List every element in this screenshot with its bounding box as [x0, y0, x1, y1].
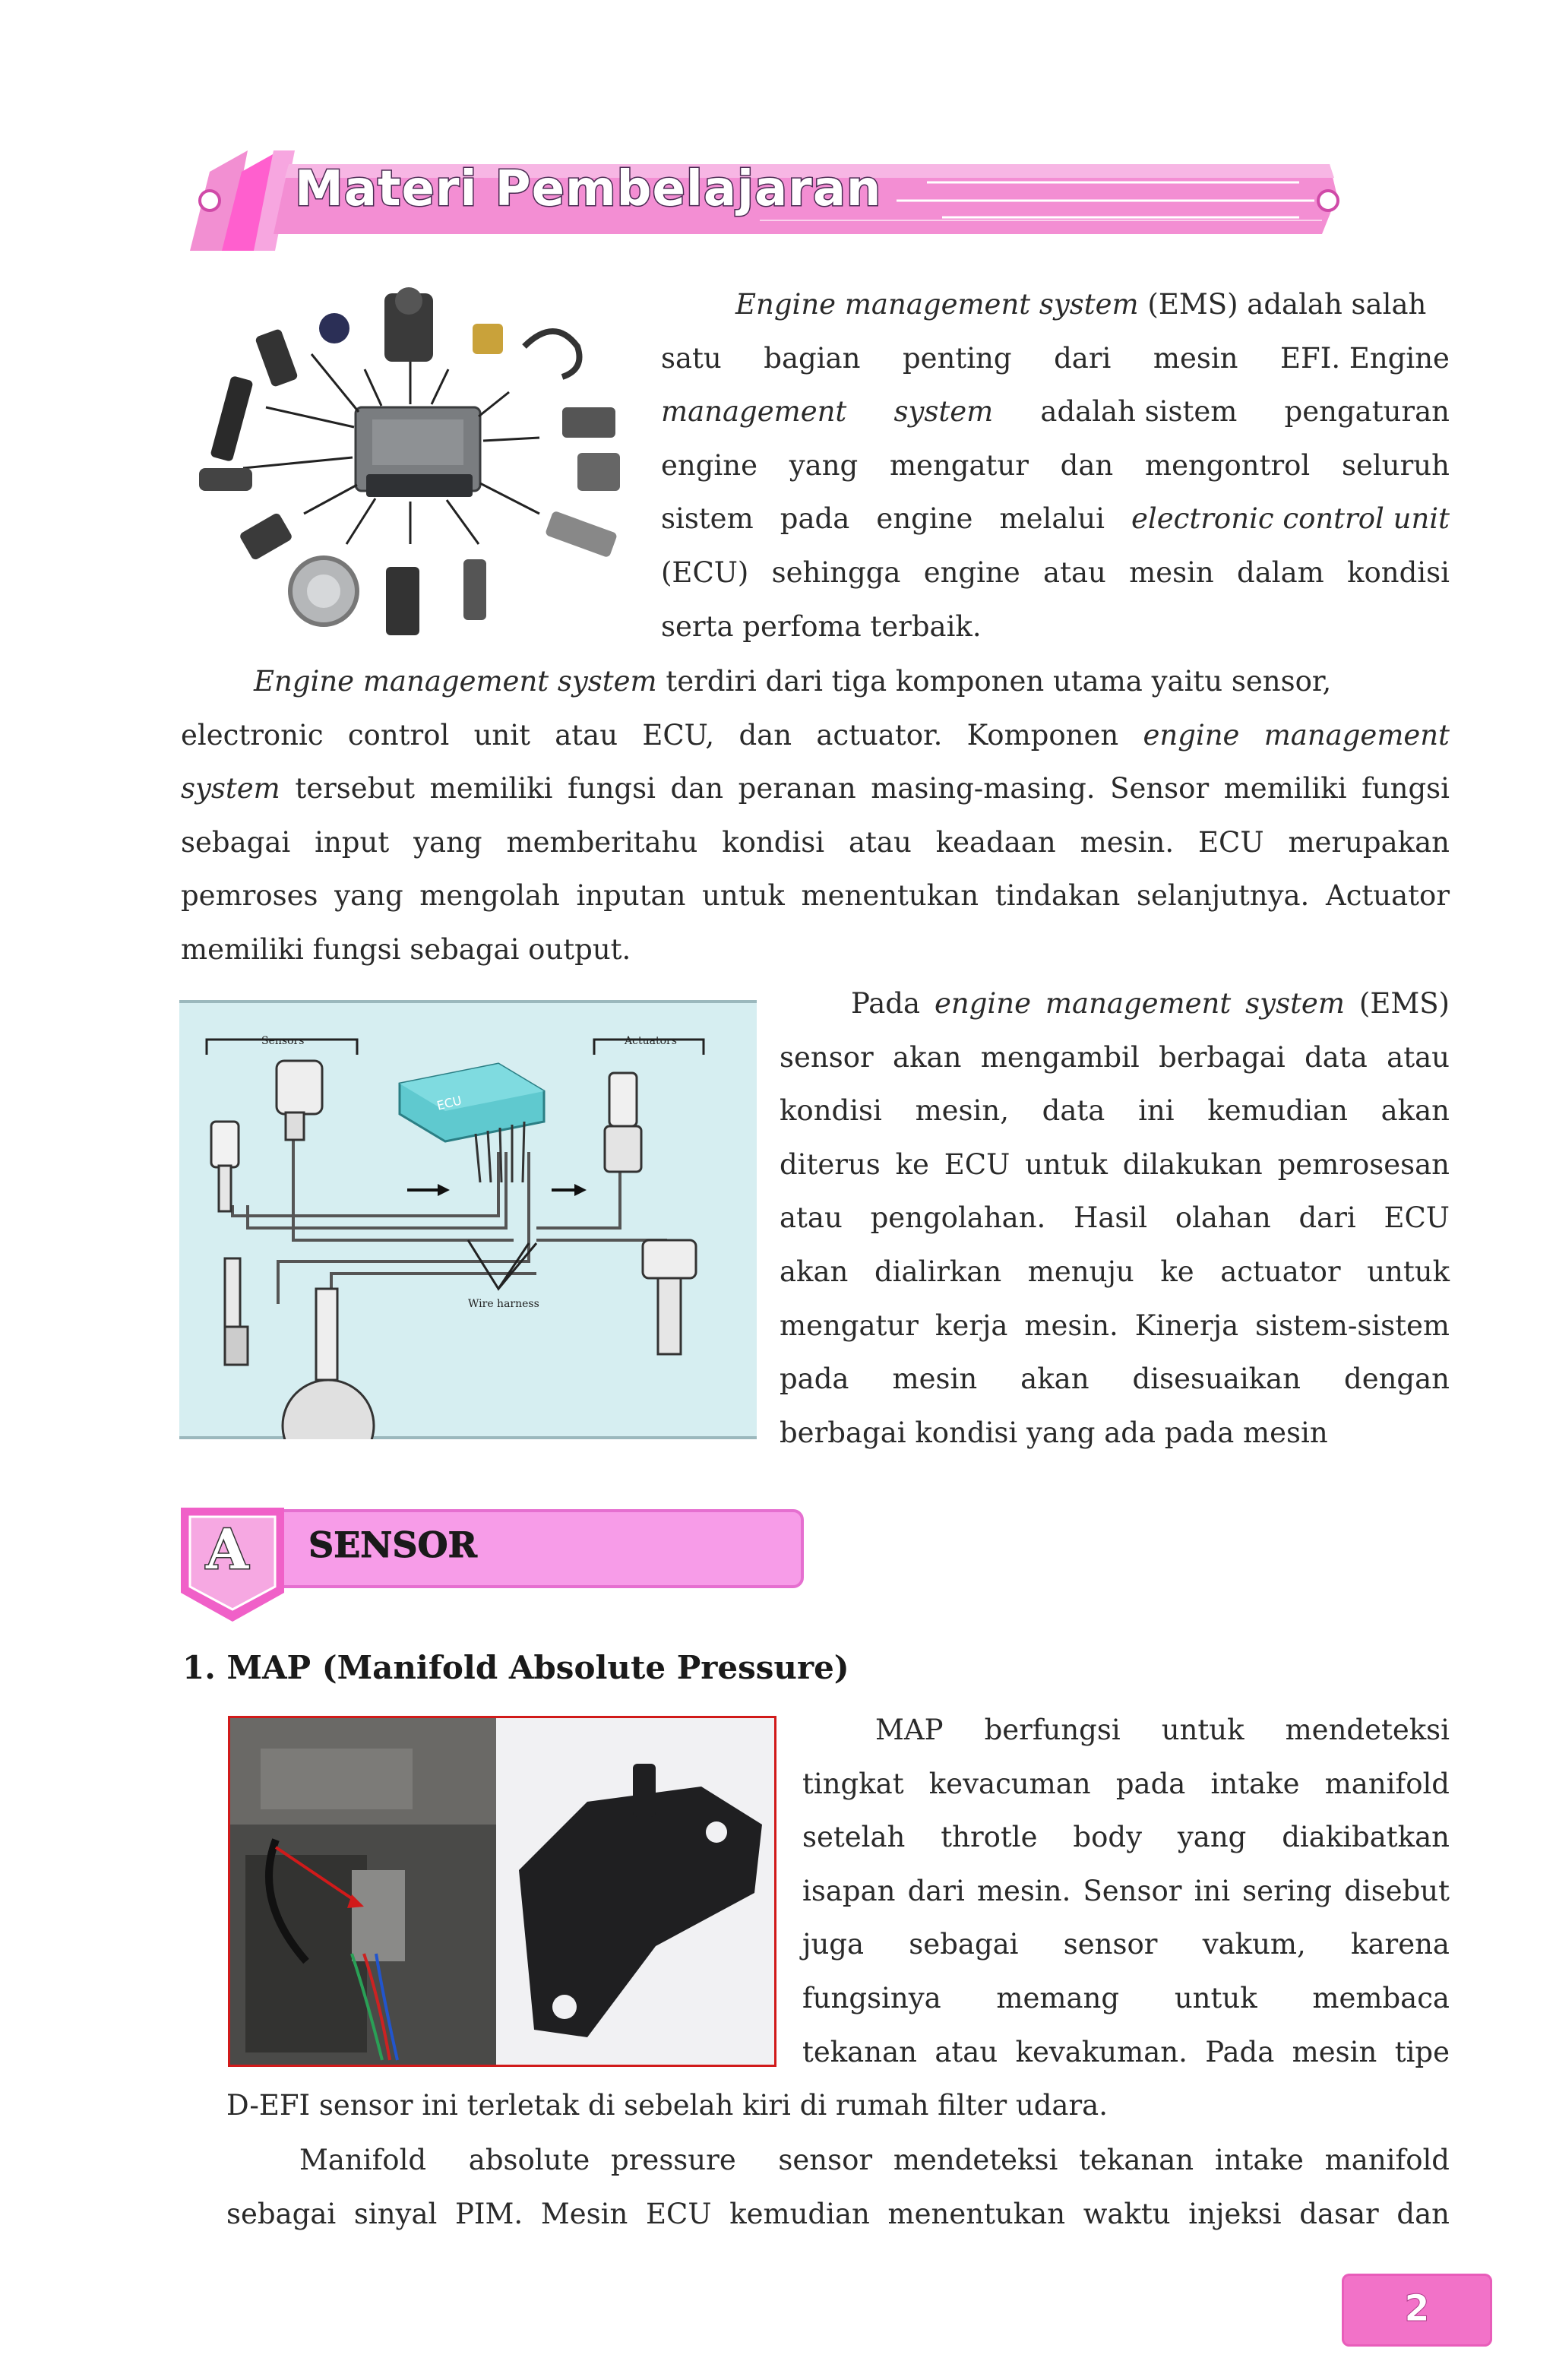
map-sensor-image [228, 1716, 776, 2067]
text-span: EFI. Engine [1280, 341, 1450, 375]
map-paragraph-1-end [226, 2079, 1450, 2133]
diagram-label-actuators: Actuators [625, 1035, 677, 1047]
text-span: mesin [1153, 341, 1238, 375]
text-span: penting [902, 341, 1012, 375]
text-line: pada mesin akan disesuaikan dengan [780, 1362, 1450, 1396]
text-line: setelah throtle body yang diakibatkan [802, 1821, 1450, 1854]
text-line: juga sebagai sensor vakum, karena [802, 1928, 1450, 1961]
text-span: sistem [661, 502, 754, 536]
text-span: dalam [1237, 555, 1324, 589]
text-span: adalah sistem [1040, 395, 1238, 429]
text-line: pemroses yang mengolah inputan untuk menentukan tindakan selanjutnya. Actuator [181, 879, 1450, 913]
text-span: Pada [851, 987, 935, 1020]
page-title: Materi Pembelajaran [295, 161, 882, 217]
text-line: MAP berfungsi untuk mendeteksi [875, 1714, 1450, 1746]
text-span: terdiri dari tiga komponen utama yaitu sensor, [656, 665, 1332, 698]
map-paragraph-2 [226, 2134, 1450, 2241]
text-line: berbagai kondisi yang ada pada mesin [780, 1416, 1328, 1449]
text-line: mengatur kerja mesin. Kinerja sistem-sistem [780, 1309, 1450, 1342]
text-span: pada [780, 502, 850, 536]
text-span: (ECU) [661, 555, 749, 589]
text-span: (EMS) [1344, 987, 1450, 1020]
ems-diagram [179, 1000, 757, 1439]
text-line: sebagai input yang memberitahu kondisi atau keadaan mesin. ECU merupakan [181, 825, 1450, 859]
section-banner [182, 144, 1352, 258]
page-number-badge [1342, 2274, 1492, 2347]
intro-paragraph-2 [181, 655, 1450, 977]
text-span: engine management system [935, 987, 1345, 1020]
text-span: engine management [1143, 718, 1450, 752]
text-span: (EMS) adalah salah [1138, 288, 1427, 321]
diagram-label-ecu: ECU [435, 1093, 463, 1113]
text-span: kondisi [1347, 555, 1450, 589]
text-span: mengontrol [1145, 448, 1311, 482]
text-line: sensor akan mengambil berbagai data atau [780, 1040, 1450, 1074]
text-span: bagian [764, 341, 861, 375]
text-span: electronic control unit atau ECU, dan actuator. Komponen [181, 718, 1143, 752]
text-line: Manifold absolute pressure sensor mendeteksi tekanan intake manifold [299, 2144, 1450, 2176]
text-line: kondisi mesin, data ini kemudian akan [780, 1094, 1450, 1128]
text-line: D-EFI sensor ini terletak di sebelah kiri di rumah filter udara. [226, 2089, 1108, 2122]
text-line: sebagai sinyal PIM. Mesin ECU kemudian menentukan waktu injeksi dasar dan [226, 2197, 1450, 2230]
text-line: isapan dari mesin. Sensor ini sering disebut [802, 1874, 1450, 1907]
text-span: management [661, 395, 847, 429]
text-line: fungsinya memang untuk membaca [802, 1981, 1450, 2014]
text-line: memiliki fungsi sebagai output. [181, 932, 631, 966]
text-span: melalui [999, 502, 1105, 536]
section-header-sensor [178, 1508, 808, 1629]
text-span: Engine management system [735, 288, 1139, 321]
text-span: system [893, 395, 994, 429]
text-span: electronic control unit [1131, 502, 1450, 536]
section-letter: A [206, 1517, 248, 1581]
text-line: tekanan atau kevakuman. Pada mesin tipe [802, 2035, 1450, 2068]
text-span: engine [661, 448, 757, 482]
text-span: mesin [1129, 555, 1214, 589]
text-span: atau [1043, 555, 1106, 589]
text-span: serta perfoma terbaik. [661, 609, 982, 643]
text-span: dan [1060, 448, 1114, 482]
text-span: sehingga [771, 555, 901, 589]
section-title: SENSOR [308, 1524, 477, 1565]
text-span: seluruh [1342, 448, 1450, 482]
ems-components-image [190, 278, 638, 643]
text-span: Engine management system [254, 665, 657, 698]
text-span: yang [789, 448, 859, 482]
intro-paragraph-3 [780, 977, 1450, 1460]
text-span: tersebut memiliki fungsi dan peranan masing-masing. Sensor memiliki fungsi [280, 772, 1450, 805]
subsection-heading: 1. MAP (Manifold Absolute Pressure) [182, 1649, 849, 1686]
text-span: engine [923, 555, 1020, 589]
text-line: akan dialirkan menuju ke actuator untuk [780, 1255, 1450, 1288]
text-line: tingkat kevacuman pada intake manifold [802, 1767, 1450, 1800]
map-paragraph-1 [802, 1704, 1450, 2079]
section-header-shape [178, 1508, 808, 1629]
page-number: 2 [1404, 2287, 1430, 2330]
text-span: pengaturan [1284, 395, 1450, 429]
text-span: mengatur [889, 448, 1029, 482]
text-span: engine [876, 502, 973, 536]
intro-paragraph-1 [661, 278, 1450, 654]
text-span: dari [1054, 341, 1112, 375]
diagram-label-harness: Wire harness [468, 1298, 539, 1310]
text-line: atau pengolahan. Hasil olahan dari ECU [780, 1201, 1450, 1235]
diagram-label-sensors: Sensors [261, 1035, 305, 1047]
text-line: diterus ke ECU untuk dilakukan pemrosesan [780, 1147, 1450, 1181]
text-span: system [181, 772, 280, 805]
text-span: satu [661, 341, 722, 375]
